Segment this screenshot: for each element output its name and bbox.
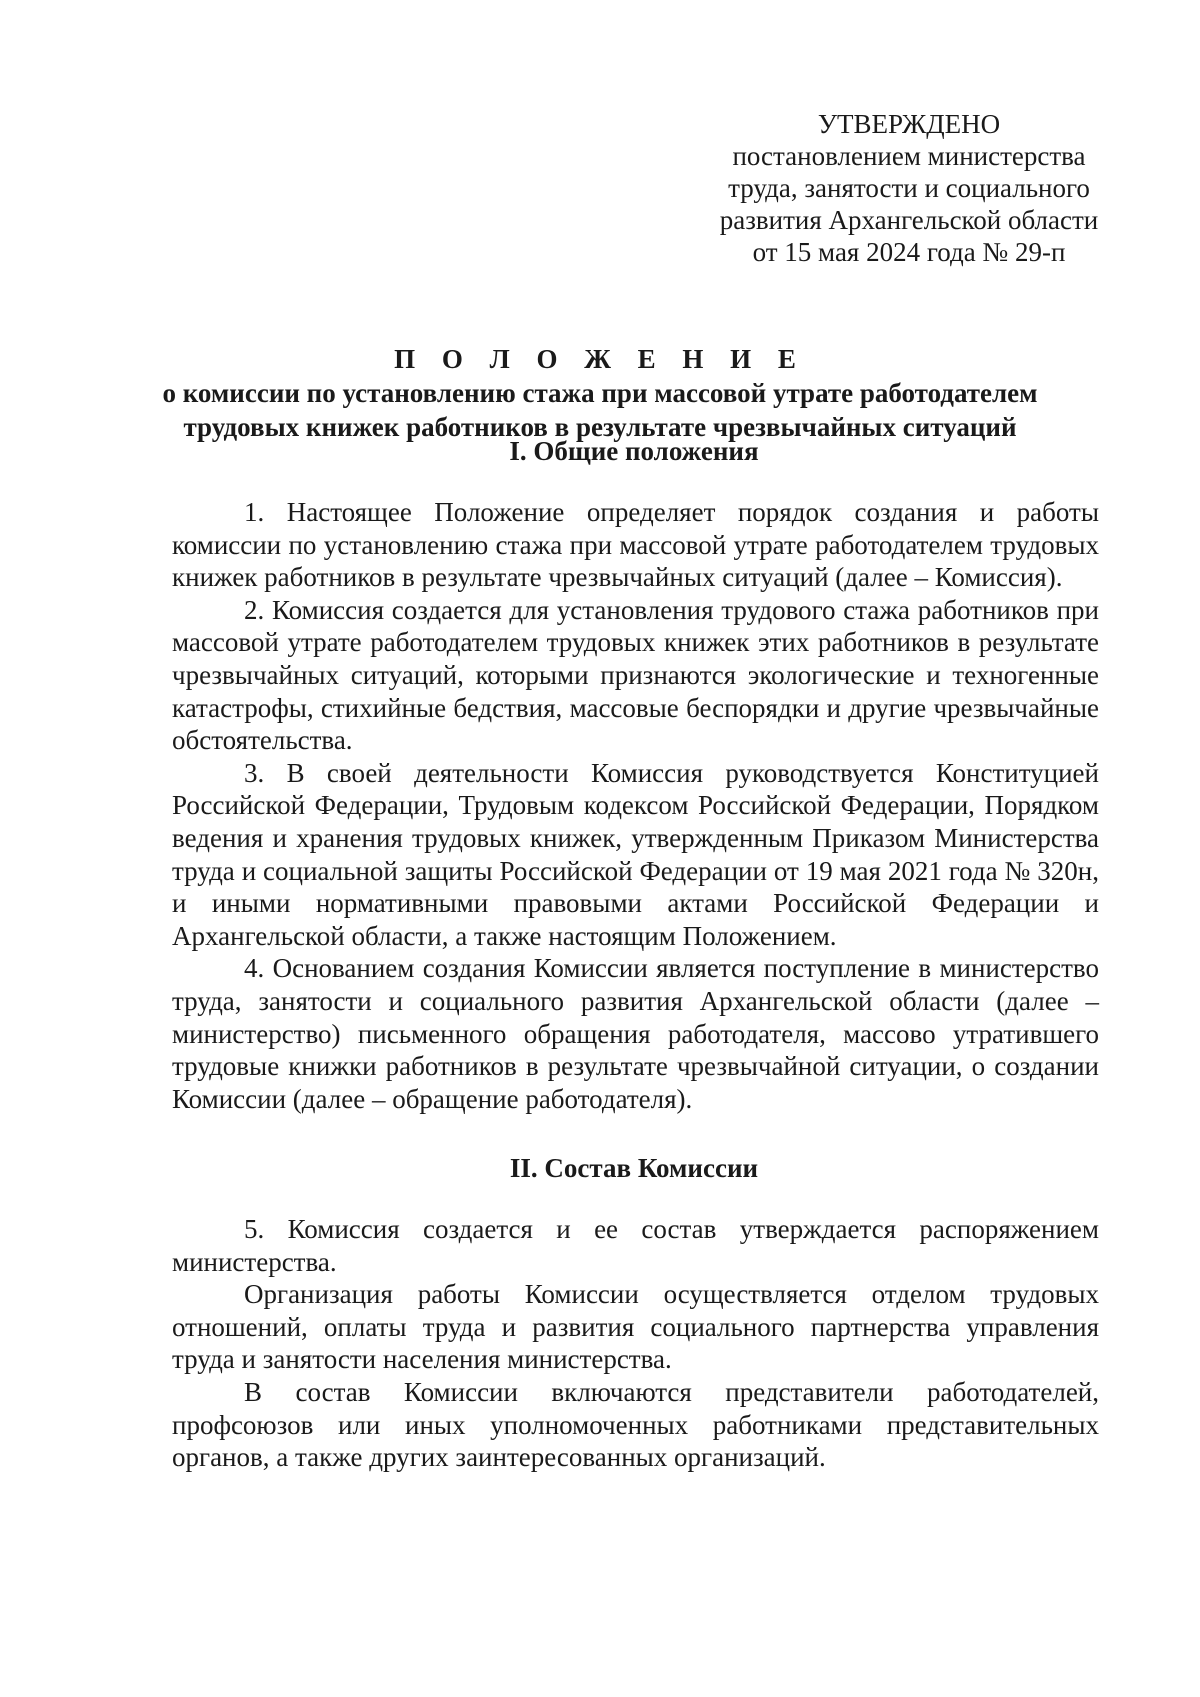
section-general-body <box>172 496 1099 1115</box>
section-heading-composition: II. Состав Комиссии <box>509 1153 759 1183</box>
approval-heading: УТВЕРЖДЕНО <box>817 109 1001 139</box>
paragraph: 2. Комиссия создается для установления трудового стажа работников при массовой утрате работодателем трудовых книжек этих работников в результате чрезвычайных ситуаций, которыми признаются экологические и техногенные катастрофы, стихийные бедствия, массовые беспорядки и другие чрезвычайные обстоятельства. <box>172 594 1099 756</box>
section-heading-general: I. Общие положения <box>509 436 759 466</box>
title-main: П О Л О Ж Е Н И Е <box>394 344 806 374</box>
paragraph: Организация работы Комиссии осуществляется отделом трудовых отношений, оплаты труда и развития социального партнерства управления труда и занятости населения министерства. <box>172 1279 1099 1375</box>
approval-line: труда, занятости и социального <box>728 173 1090 203</box>
paragraph: 4. Основанием создания Комиссии является поступление в министерство труда, занятости и социального развития Архангельской области (далее – министерство) письменного обращения работодателя, массово утратившего трудовые книжки работников в результате чрезвычайной ситуации, о создании Комиссии (далее – обращение работодателя). <box>172 953 1099 1114</box>
document-title <box>150 342 1050 444</box>
approval-line: постановлением министерства <box>732 141 1086 171</box>
paragraph: 3. В своей деятельности Комиссия руководствуется Конституцией Российской Федерации, Трудовым кодексом Российской Федерации, Порядком ведения и хранения трудовых книжек, утвержденным Приказом Министерства труда и социальной защиты Российской Федерации от 19 мая 2021 года № 320н, и иными нормативными правовыми актами Российской Федерации и Архангельской области, а также настоящим Положением. <box>172 757 1099 951</box>
paragraph: В состав Комиссии включаются представители работодателей, профсоюзов или иных уполномоченных работниками представительных органов, а также других заинтересованных организаций. <box>172 1376 1099 1473</box>
title-subtitle-line: о комиссии по установлению стажа при массовой утрате работодателем <box>162 378 1038 408</box>
title-subtitle-line: трудовых книжек работников в результате чрезвычайных ситуаций <box>183 412 1017 442</box>
paragraph: 1. Настоящее Положение определяет порядок создания и работы комиссии по установлению стажа при массовой утрате работодателем трудовых книжек работников в результате чрезвычайных ситуаций (далее – Комиссия). <box>172 497 1099 593</box>
approval-date-number: от 15 мая 2024 года № 29-п <box>752 237 1066 267</box>
paragraph: 5. Комиссия создается и ее состав утверждается распоряжением министерства. <box>172 1214 1099 1277</box>
approval-stamp <box>700 108 1118 268</box>
approval-line: развития Архангельской области <box>719 205 1099 235</box>
section-composition-body <box>172 1213 1099 1474</box>
